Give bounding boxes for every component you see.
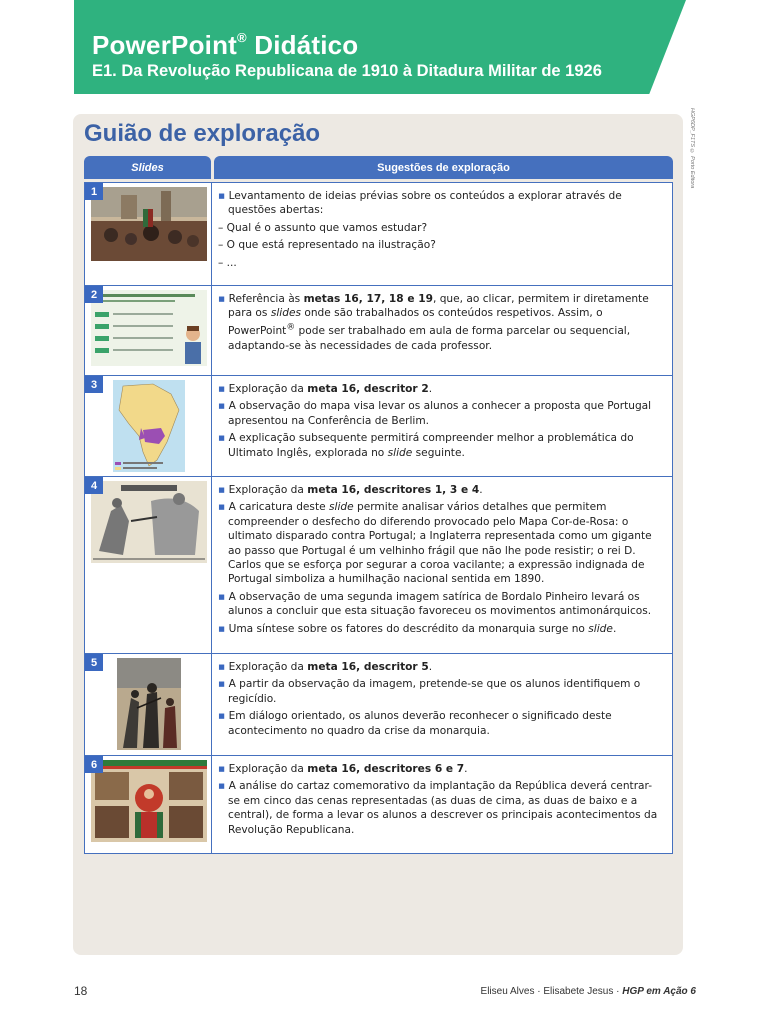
- suggestion-line: ▪ A observação do mapa visa levar os alunos a conhecer a proposta que Portugal apresentou na Conferência de Berlim.: [218, 400, 652, 427]
- table-row: [84, 654, 673, 756]
- side-credit: HGP6DP_F1TS © Porto Editora: [689, 108, 695, 189]
- slide-cell: [84, 286, 212, 376]
- suggestions-cell: [212, 182, 673, 286]
- slide-cell: [84, 376, 212, 477]
- suggestion-line: ▪ Referência às metas 16, 17, 18 e 19, que, ao clicar, permitem ir diretamente para os slides onde são trabalhados os conteúdos respetivos. Assim, o PowerPoint® pode ser trabalhado em aula de forma parcelar ou sequencial, adaptando-se às necessidades de cada professor.: [218, 293, 649, 352]
- suggestions-cell: [212, 286, 673, 376]
- suggestion-line: ▪ A explicação subsequente permitirá compreender melhor a problemática do Ultimato Inglês, explorada no slide seguinte.: [218, 432, 634, 459]
- suggestion-line: – O que está representado na ilustração?: [218, 239, 436, 252]
- slide-cell: [84, 654, 212, 756]
- suggestion-line: ▪ A observação de uma segunda imagem satírica de Bordalo Pinheiro levará os alunos a concluir que esta situação favoreceu os movimentos antimonárquicos.: [218, 590, 652, 618]
- footer-credit: Eliseu Alves · Elisabete Jesus · HGP em Ação 6: [480, 986, 696, 997]
- slide-thumbnail-africa-map: [113, 380, 185, 472]
- slide-number: 5: [85, 654, 103, 671]
- slide-cell: [84, 182, 212, 286]
- suggestion-line: ▪ Exploração da meta 16, descritores 6 e 7.: [218, 763, 468, 775]
- suggestion-line: ▪ A partir da observação da imagem, pretende-se que os alunos identifiquem o regicídio.: [218, 678, 641, 705]
- suggestion-line: ▪ Levantamento de ideias prévias sobre os conteúdos a explorar através de questões abertas:: [218, 190, 622, 217]
- header-subtitle: E1. Da Revolução Republicana de 1910 à Ditadura Militar de 1926: [92, 62, 602, 80]
- suggestions-cell: [212, 654, 673, 756]
- table-row: [84, 286, 673, 376]
- suggestion-line: ▪ Exploração da meta 16, descritores 1, 3 e 4.: [218, 484, 483, 496]
- slide-thumbnail-regicide: [117, 658, 181, 750]
- slide-thumbnail-goals-menu: [91, 290, 207, 366]
- header-title: PowerPoint® Didático: [92, 30, 359, 60]
- slide-cell: [84, 477, 212, 654]
- slide-number: 6: [85, 756, 103, 773]
- suggestions-cell: [212, 756, 673, 854]
- slide-thumbnail-republic-poster: [91, 760, 207, 842]
- column-header-suggestions: Sugestões de exploração: [214, 156, 673, 179]
- suggestion-line: ▪ Uma síntese sobre os fatores do descrédito da monarquia surge no slide.: [218, 622, 617, 635]
- slide-cell: [84, 756, 212, 854]
- suggestion-line: ▪ Em diálogo orientado, os alunos deverão reconhecer o significado deste acontecimento no quadro da crise da monarquia.: [218, 710, 612, 737]
- table-row: [84, 756, 673, 854]
- slide-number: 2: [85, 286, 103, 303]
- page-number: 18: [74, 984, 88, 998]
- page-title: Guião de exploração: [84, 120, 321, 147]
- suggestion-line: ▪ Exploração da meta 16, descritor 5.: [218, 661, 433, 673]
- suggestions-cell: [212, 477, 673, 654]
- suggestion-line: – Qual é o assunto que vamos estudar?: [218, 221, 428, 234]
- slide-number: 3: [85, 376, 103, 393]
- suggestion-line: ▪ Exploração da meta 16, descritor 2.: [218, 383, 433, 395]
- suggestions-cell: [212, 376, 673, 477]
- slide-thumbnail-revolution-image: [91, 187, 207, 261]
- table-row: [84, 477, 673, 654]
- slide-thumbnail-caricature: [91, 481, 207, 563]
- table-row: [84, 182, 673, 286]
- column-header-slides: Slides: [84, 156, 211, 179]
- suggestion-line: – ...: [218, 256, 237, 269]
- suggestion-line: ▪ A análise do cartaz comemorativo da implantação da República deverá centrar-se em cinco das cenas representadas (as duas de cima, as duas de baixo e a central), de forma a levar os alunos a descrever os principais acontecimentos da Revolução Republicana.: [218, 780, 658, 836]
- suggestion-line: ▪ A caricatura deste slide permite analisar vários detalhes que permitem compreender o desfecho do diferendo provocado pelo Mapa Cor-de-Rosa: o ultimato disparado contra Portugal; a Inglaterra representada como um gigante ao passo que Portugal é um velhinho frágil que não lhe pode resistir; o rei D. Carlos que se esforça por segurar a coroa vacilante; a expressão indignada de Portugal simboliza a humilhação nacional sentida em 1890.: [218, 501, 652, 586]
- slide-number: 1: [85, 183, 103, 200]
- slide-number: 4: [85, 477, 103, 494]
- table-row: [84, 376, 673, 477]
